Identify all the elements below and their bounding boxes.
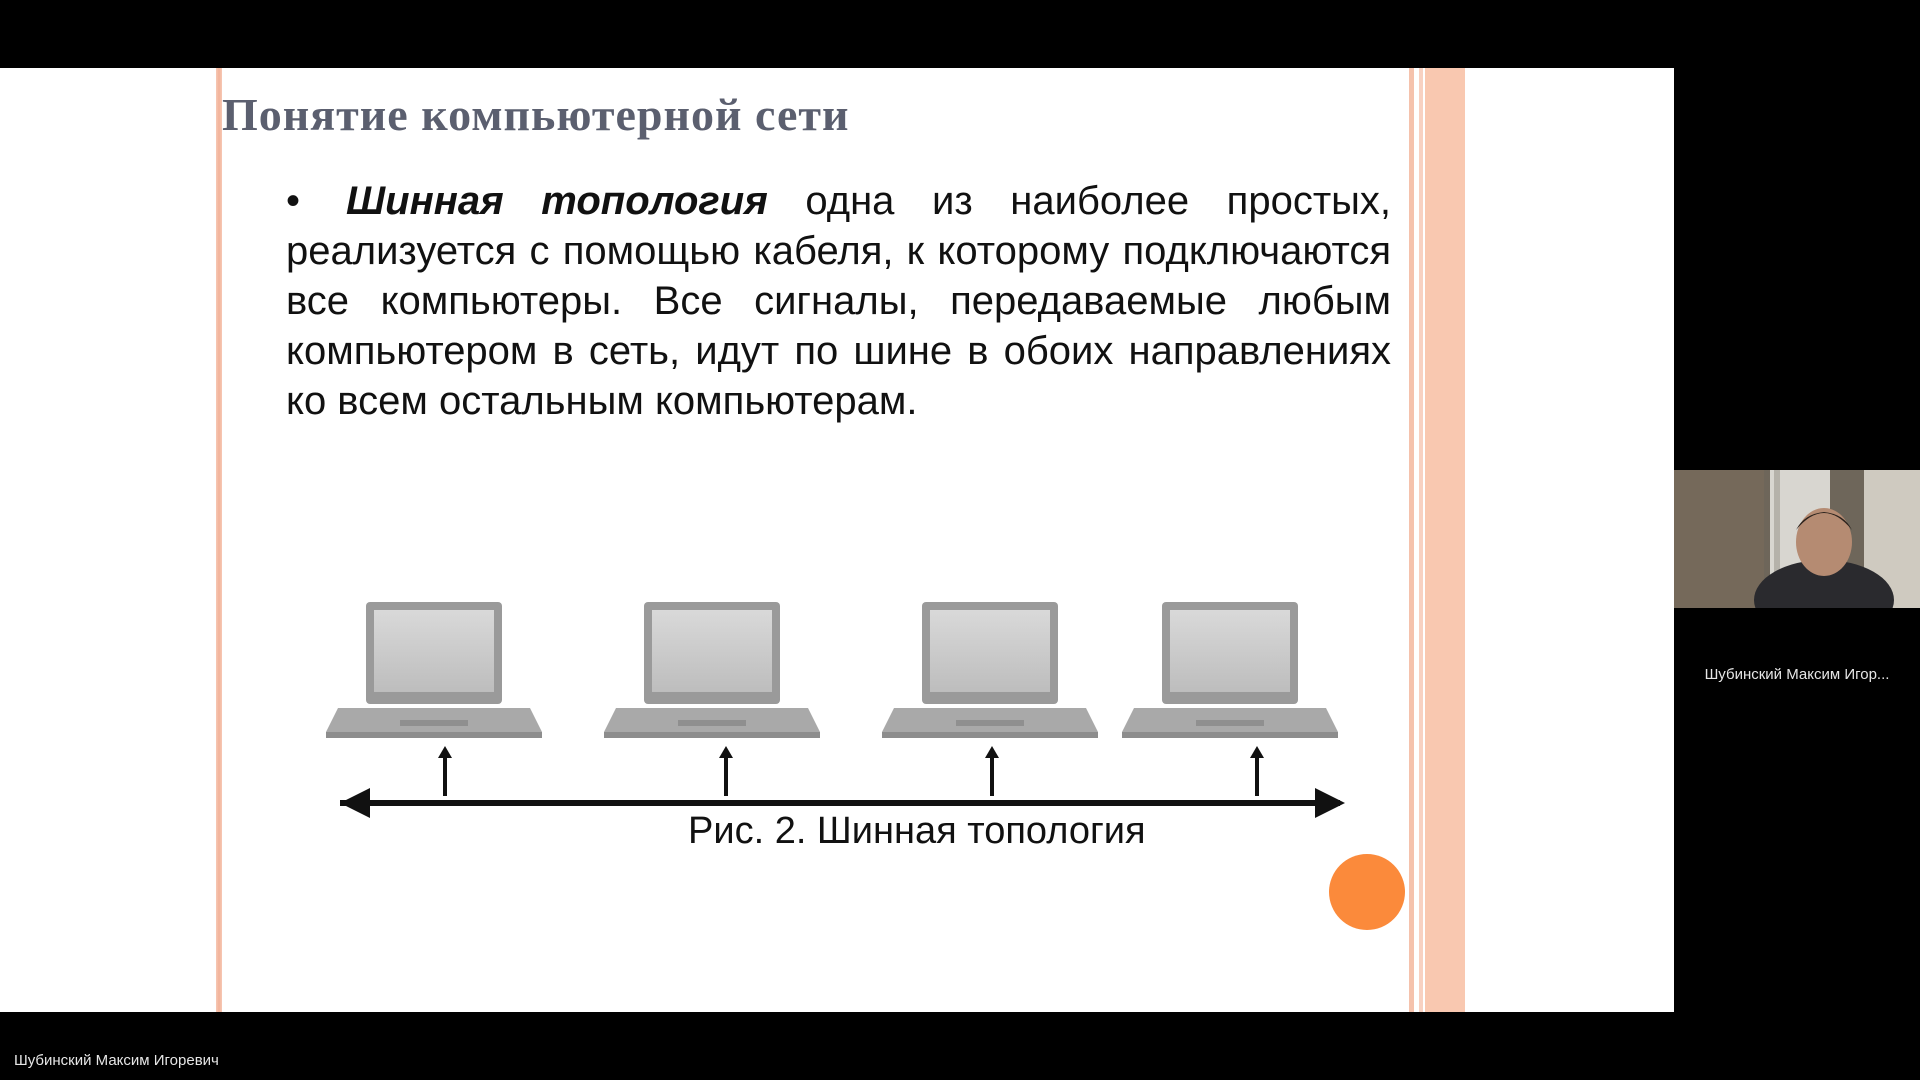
bullet-paragraph bbox=[286, 176, 1391, 426]
bullet-marker: • bbox=[286, 179, 301, 223]
slide-title: Понятие компьютерной сети bbox=[222, 89, 850, 140]
figure-caption: Рис. 2. Шинная топология bbox=[688, 810, 1146, 852]
slide-right-stripe bbox=[1409, 68, 1414, 1012]
slide-left-border bbox=[216, 68, 222, 1012]
presentation-slide bbox=[0, 68, 1674, 1012]
bus-topology-diagram bbox=[310, 518, 1370, 858]
bullet-text: одна из наиболее простых, реализуется с помощью кабеля, к которому подключаются все компьютеры. Все сигналы, передаваемые любым компьютером в сеть, идут по шине в обоих направлениях ко всем остальным компьютерам. bbox=[286, 179, 1391, 423]
presenter-name-label: Шубинский Максим Игоревич bbox=[14, 1052, 219, 1069]
slide-right-stripe bbox=[1419, 68, 1423, 1012]
participant-video-feed bbox=[1674, 470, 1920, 608]
participant-video-tile[interactable] bbox=[1674, 470, 1920, 608]
participant-name-label: Шубинский Максим Игор... bbox=[1704, 666, 1890, 683]
slide-accent-dot bbox=[1329, 854, 1405, 930]
slide-right-band bbox=[1425, 68, 1465, 1012]
bullet-term: Шинная топология bbox=[346, 179, 768, 223]
